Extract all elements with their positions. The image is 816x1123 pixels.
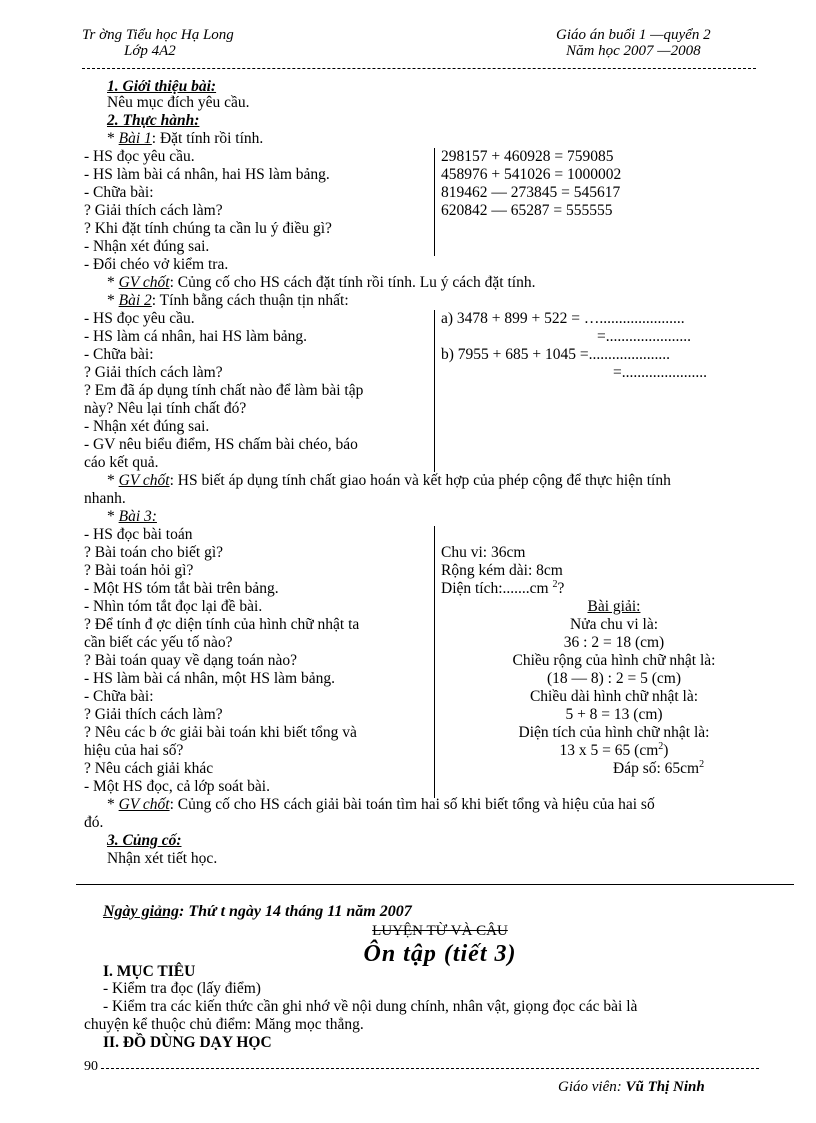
bai2-chot-text: : HS biết áp dụng tính chất giao hoán và kết hợp của phép cộng để thực hiện tính (169, 472, 671, 489)
bai1-calculation: 819462 — 273845 = 545617 (441, 184, 621, 201)
bai3-chot-continued: đó. (84, 814, 104, 831)
muc-tieu-line: chuyện kể thuộc chủ điểm: Măng mọc thẳng. (84, 1016, 364, 1033)
solution-line: (18 — 8) : 2 = 5 (cm) (546, 670, 681, 687)
bai3-left-line: ? Giải thích cách làm? (84, 706, 223, 723)
bai2-left-line: - GV nêu biểu điểm, HS chấm bài chéo, báo (84, 436, 358, 453)
gv-chot-label: GV chốt (118, 472, 170, 489)
bai1-title: Bài 1 (118, 130, 152, 147)
bai3-left-line: - Chữa bài: (84, 688, 154, 705)
bai3-left-line: - HS làm bài cá nhân, một HS làm bảng. (84, 670, 335, 687)
bai1-calculation: 458976 + 541026 = 1000002 (441, 166, 622, 183)
superscript: 2 (552, 579, 558, 590)
bai2-left-line: - HS đọc yêu cầu. (84, 310, 195, 327)
footer-divider (101, 1068, 759, 1069)
bai1-left-line: - HS đọc yêu cầu. (84, 148, 195, 165)
bai3-given (441, 580, 564, 598)
gv-chot-label: GV chốt (118, 796, 170, 813)
bai3-left-line: ? Bài toán hỏi gì? (84, 562, 194, 579)
section-3-text: Nhận xét tiết học. (107, 850, 218, 867)
bai1-left-line: ? Giải thích cách làm? (84, 202, 223, 219)
bai2-gv-chot: * GV chốt: HS biết áp dụng tính chất giao hoán và kết hợp của phép cộng để thực hiện tính (107, 472, 671, 489)
bai2-left-line: - HS làm cá nhân, hai HS làm bảng. (84, 328, 307, 345)
superscript: 2 (699, 759, 705, 770)
solution-paren: ) (663, 742, 669, 759)
section-2-title: 2. Thực hành: (107, 112, 200, 129)
bai1-gv-chot: * GV chốt: Củng cố cho HS cách đặt tính rồi tính. Lu ý cách đặt tính. (107, 274, 536, 291)
bai1-column-divider (434, 148, 435, 256)
bai3-chot-text: : Củng cố cho HS cách giải bài toán tìm hai số khi biết tổng và hiệu của hai số (169, 796, 655, 813)
bai3-given: Chu vi: 36cm (441, 544, 526, 561)
bai3-left-line: hiệu của hai số? (84, 742, 184, 759)
header-book: Giáo án buổi 1 —quyển 2 (556, 27, 711, 43)
bai1-left-line: - Nhận xét đúng sai. (84, 238, 210, 255)
lesson-title: Ôn tập (tiết 3) (363, 941, 517, 967)
bai3-left-line: cần biết các yếu tố nào? (84, 634, 233, 651)
solution-line: Diện tích của hình chữ nhật là: (518, 724, 710, 741)
bai2-left-line: này? Nêu lại tính chất đó? (84, 400, 247, 417)
header-class: Lớp 4A2 (124, 43, 176, 59)
solution-title: Bài giải: (587, 598, 641, 615)
bai1-left-line: - Đổi chéo vở kiểm tra. (84, 256, 229, 273)
header-divider (82, 68, 756, 69)
bai1-left-line: ? Khi đặt tính chúng ta cần lu ý điều gì? (84, 220, 332, 237)
bai2-chot-continued: nhanh. (84, 490, 126, 507)
lesson-date (103, 903, 412, 921)
bai2-left-line: ? Em đã áp dụng tính chất nào để làm bài tập (84, 382, 364, 399)
bai1-chot-text: : Củng cố cho HS cách đặt tính rồi tính. Lu ý cách đặt tính. (169, 274, 536, 291)
solution-line: 5 + 8 = 13 (cm) (565, 706, 663, 723)
bai2-left-line: - Nhận xét đúng sai. (84, 418, 210, 435)
bai1-left-line: - Chữa bài: (84, 184, 154, 201)
solution-line (434, 742, 794, 760)
bai3-heading: * Bài 3: (107, 508, 157, 525)
teacher-name: Vũ Thị Ninh (625, 1079, 705, 1095)
bai3-left-line: - Nhìn tóm tắt đọc lại đề bài. (84, 598, 263, 615)
bai3-left-line: ? Bài toán cho biết gì? (84, 544, 224, 561)
bai1-calculation: 298157 + 460928 = 759085 (441, 148, 614, 165)
section-1-text: Nêu mục đích yêu cầu. (107, 94, 250, 111)
section-1-title: 1. Giới thiệu bài: (107, 78, 217, 95)
question-mark: ? (557, 580, 565, 597)
bai2-desc: : Tính bằng cách thuận tịn nhất: (151, 292, 349, 309)
solution-calc: 13 x 5 = 65 (cm (559, 742, 659, 759)
bai3-left-line: ? Nêu cách giải khác (84, 760, 214, 777)
bai1-left-line: - HS làm bài cá nhân, hai HS làm bảng. (84, 166, 330, 183)
bai2-expression: a) 3478 + 899 + 522 = …...................... (441, 310, 685, 327)
bai3-left-line: ? Bài toán quay về dạng toán nào? (84, 652, 298, 669)
header-school: Tr ờng Tiểu học Hạ Long (82, 27, 234, 43)
date-label: Ngày giảng (103, 903, 179, 920)
bai3-given: Rộng kém dài: 8cm (441, 562, 563, 579)
bai3-left-line: - Một HS đọc, cả lớp soát bài. (84, 778, 270, 795)
lesson-subject: LUYỆN TỪ VÀ CÂU (372, 923, 508, 939)
solution-line: Nửa chu vi là: (569, 616, 659, 633)
bai3-left-line: - Một HS tóm tắt bài trên bảng. (84, 580, 279, 597)
bai2-left-line: - Chữa bài: (84, 346, 154, 363)
bai2-expression: =...................... (597, 328, 691, 345)
bai3-given-area: Diện tích:.......cm (441, 580, 549, 597)
solution-line: Chiều dài hình chữ nhật là: (529, 688, 699, 705)
bai2-column-divider (434, 310, 435, 472)
bai1-heading: * Bài 1: Đặt tính rồi tính. (107, 130, 264, 147)
muc-tieu-heading: I. MỤC TIÊU (103, 963, 196, 980)
bai1-desc: : Đặt tính rồi tính. (151, 130, 264, 147)
solution-line: Chiều rộng của hình chữ nhật là: (512, 652, 716, 669)
bai2-left-line: cáo kết quả. (84, 454, 159, 471)
bai2-expression: b) 7955 + 685 + 1045 =..................... (441, 346, 671, 363)
do-dung-heading: II. ĐỒ DÙNG DẠY HỌC (103, 1034, 272, 1051)
bai3-gv-chot: * GV chốt: Củng cố cho HS cách giải bài toán tìm hai số khi biết tổng và hiệu của hai số (107, 796, 655, 813)
date-text: : Thứ t ngày 14 tháng 11 năm 2007 (179, 903, 412, 920)
bai2-heading: * Bài 2: Tính bằng cách thuận tịn nhất: (107, 292, 349, 309)
bai2-expression: =...................... (613, 364, 707, 381)
lesson-divider (76, 884, 794, 885)
bai2-title: Bài 2 (118, 292, 152, 309)
answer-text: Đáp số: 65cm (613, 760, 700, 777)
bai1-calculation: 620842 — 65287 = 555555 (441, 202, 613, 219)
teacher-label: Giáo viên (558, 1079, 617, 1095)
bai2-left-line: ? Giải thích cách làm? (84, 364, 223, 381)
solution-answer (613, 760, 704, 778)
page-number: 90 (84, 1059, 98, 1074)
solution-line: 36 : 2 = 18 (cm) (563, 634, 665, 651)
muc-tieu-line: - Kiểm tra đọc (lấy điểm) (103, 980, 261, 997)
superscript: 2 (658, 741, 664, 752)
muc-tieu-line: - Kiểm tra các kiến thức cần ghi nhớ về nội dung chính, nhân vật, giọng đọc các bài là (103, 998, 638, 1015)
gv-chot-label: GV chốt (118, 274, 170, 291)
header-year: Năm học 2007 —2008 (566, 43, 701, 59)
teacher-credit: Giáo viên: Vũ Thị Ninh (558, 1079, 705, 1095)
bai3-left-line: - HS đọc bài toán (84, 526, 193, 543)
bai3-left-line: ? Để tính đ ợc diện tính của hình chữ nhật ta (84, 616, 360, 633)
section-3-title: 3. Củng cố: (107, 832, 182, 849)
bai3-title: Bài 3: (118, 508, 157, 525)
bai3-left-line: ? Nêu các b ớc giải bài toán khi biết tổng và (84, 724, 357, 741)
